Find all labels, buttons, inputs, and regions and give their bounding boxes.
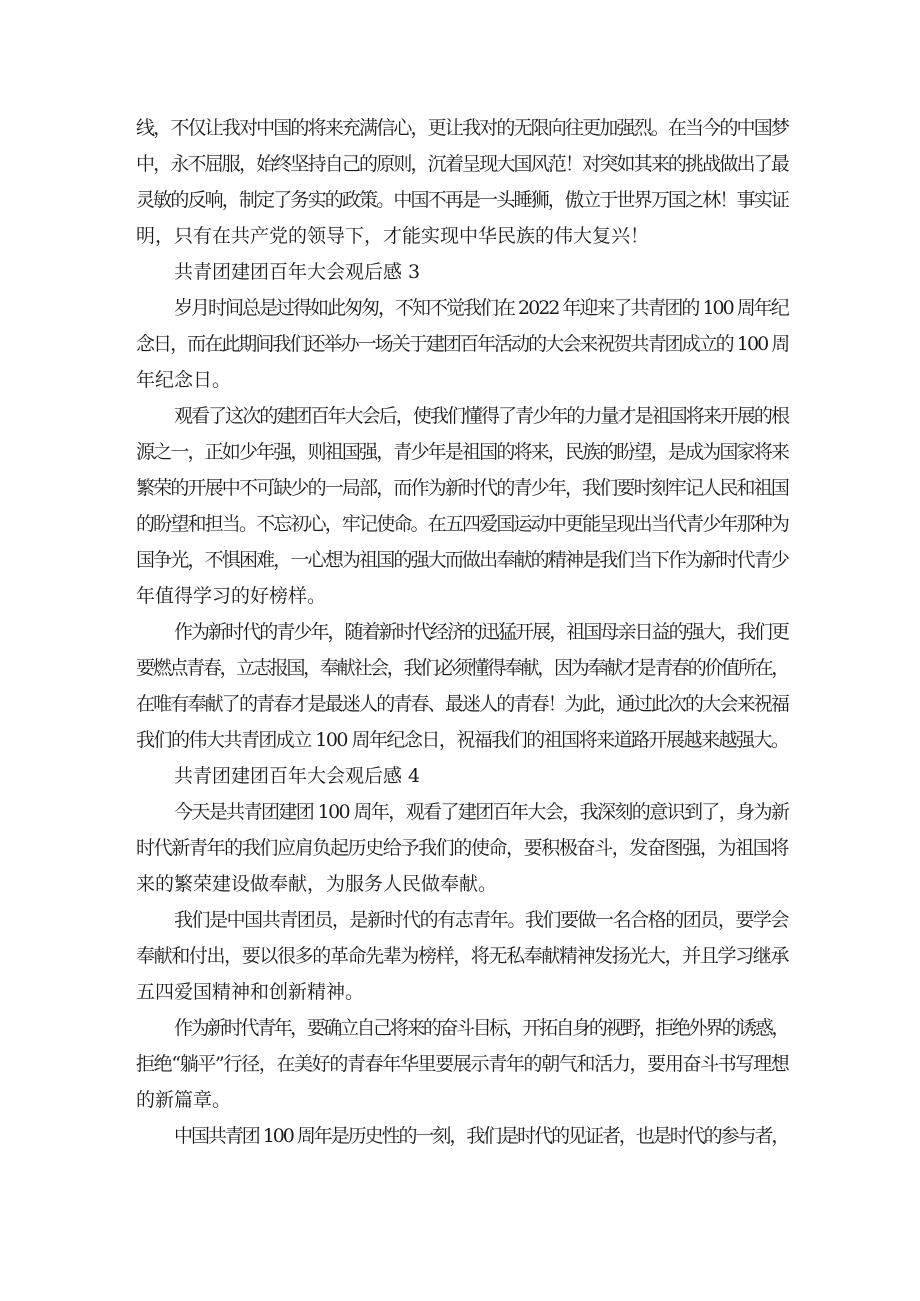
text-line: 要燃点青春，立志报国，奉献社会，我们必须懂得奉献，因为奉献才是青春的价值所在， — [136, 657, 789, 679]
text-line: 时代新青年的我们应肩负起历史给予我们的使命，要积极奋斗，发奋图强，为祖国将 — [136, 837, 789, 859]
text-line: 繁荣的开展中不可缺少的一局部，而作为新时代的青少年，我们要时刻牢记人民和祖国 — [136, 477, 789, 499]
text-line: 观看了这次的建团百年大会后，使我们懂得了青少年的力量才是祖国将来开展的根 — [174, 405, 789, 427]
text-line: 国争光，不惧困难，一心想为祖国的强大而做出奉献的精神是我们当下作为新时代青少 — [136, 549, 789, 571]
text-line: 我们的伟大共青团成立 100 周年纪念日，祝福我们的祖国将来道路开展越来越强大。 — [136, 729, 789, 751]
text-line: 年值得学习的好榜样。 — [136, 585, 327, 607]
text-line: 中国共青团 100 周年是历史性的一刻，我们是时代的见证者，也是时代的参与者， — [174, 1125, 789, 1147]
text-line: 中，永不屈服，始终坚持自己的原则，沉着呈现大国风范！对突如其来的挑战做出了最 — [136, 153, 789, 175]
text-line: 年纪念日。 — [136, 369, 232, 391]
text-line: 五四爱国精神和创新精神。 — [136, 981, 365, 1003]
text-line: 今天是共青团建团 100 周年，观看了建团百年大会，我深刻的意识到了，身为新 — [174, 801, 789, 823]
text-line: 作为新时代青年，要确立自己将来的奋斗目标，开拓自身的视野，拒绝外界的诱惑， — [174, 1017, 789, 1039]
text-line: 灵敏的反响，制定了务实的政策。中国不再是一头睡狮，傲立于世界万国之林！事实证 — [136, 189, 789, 211]
text-line: 来的繁荣建设做奉献，为服务人民做奉献。 — [136, 873, 498, 895]
text-line: 在唯有奉献了的青春才是最迷人的青春、最迷人的青春！为此，通过此次的大会来祝福 — [136, 693, 789, 715]
text-line: 奉献和付出，要以很多的革命先辈为榜样，将无私奉献精神发扬光大，并且学习继承 — [136, 945, 789, 967]
text-line: 拒绝“躺平”行径，在美好的青春年华里要展示青年的朝气和活力，要用奋斗书写理想 — [136, 1053, 789, 1075]
text-line: 念日，而在此期间我们还举办一场关于建团百年活动的大会来祝贺共青团成立的 100 周 — [136, 333, 789, 355]
text-line: 岁月时间总是过得如此匆匆，不知不觉我们在 2022 年迎来了共青团的 100 周年纪 — [174, 297, 788, 319]
text-line: 线，不仅让我对中国的将来充满信心，更让我对的无限向往更加强烈。在当今的中国梦 — [136, 117, 789, 139]
text-line: 作为新时代的青少年，随着新时代经济的迅猛开展，祖国母亲日益的强大，我们更 — [174, 621, 789, 643]
text-line: 的新篇章。 — [136, 1089, 232, 1111]
text-line: 我们是中国共青团员，是新时代的有志青年。我们要做一名合格的团员，要学会 — [174, 909, 789, 931]
section-heading: 共青团建团百年大会观后感 3 — [174, 261, 421, 283]
text-line: 的盼望和担当。不忘初心，牢记使命。在五四爱国运动中更能呈现出当代青少年那种为 — [136, 513, 789, 535]
text-line: 明，只有在共产党的领导下，才能实现中华民族的伟大复兴！ — [136, 225, 650, 247]
section-heading: 共青团建团百年大会观后感 4 — [174, 765, 421, 787]
text-line: 源之一，正如少年强，则祖国强，青少年是祖国的将来，民族的盼望，是成为国家将来 — [136, 441, 789, 463]
